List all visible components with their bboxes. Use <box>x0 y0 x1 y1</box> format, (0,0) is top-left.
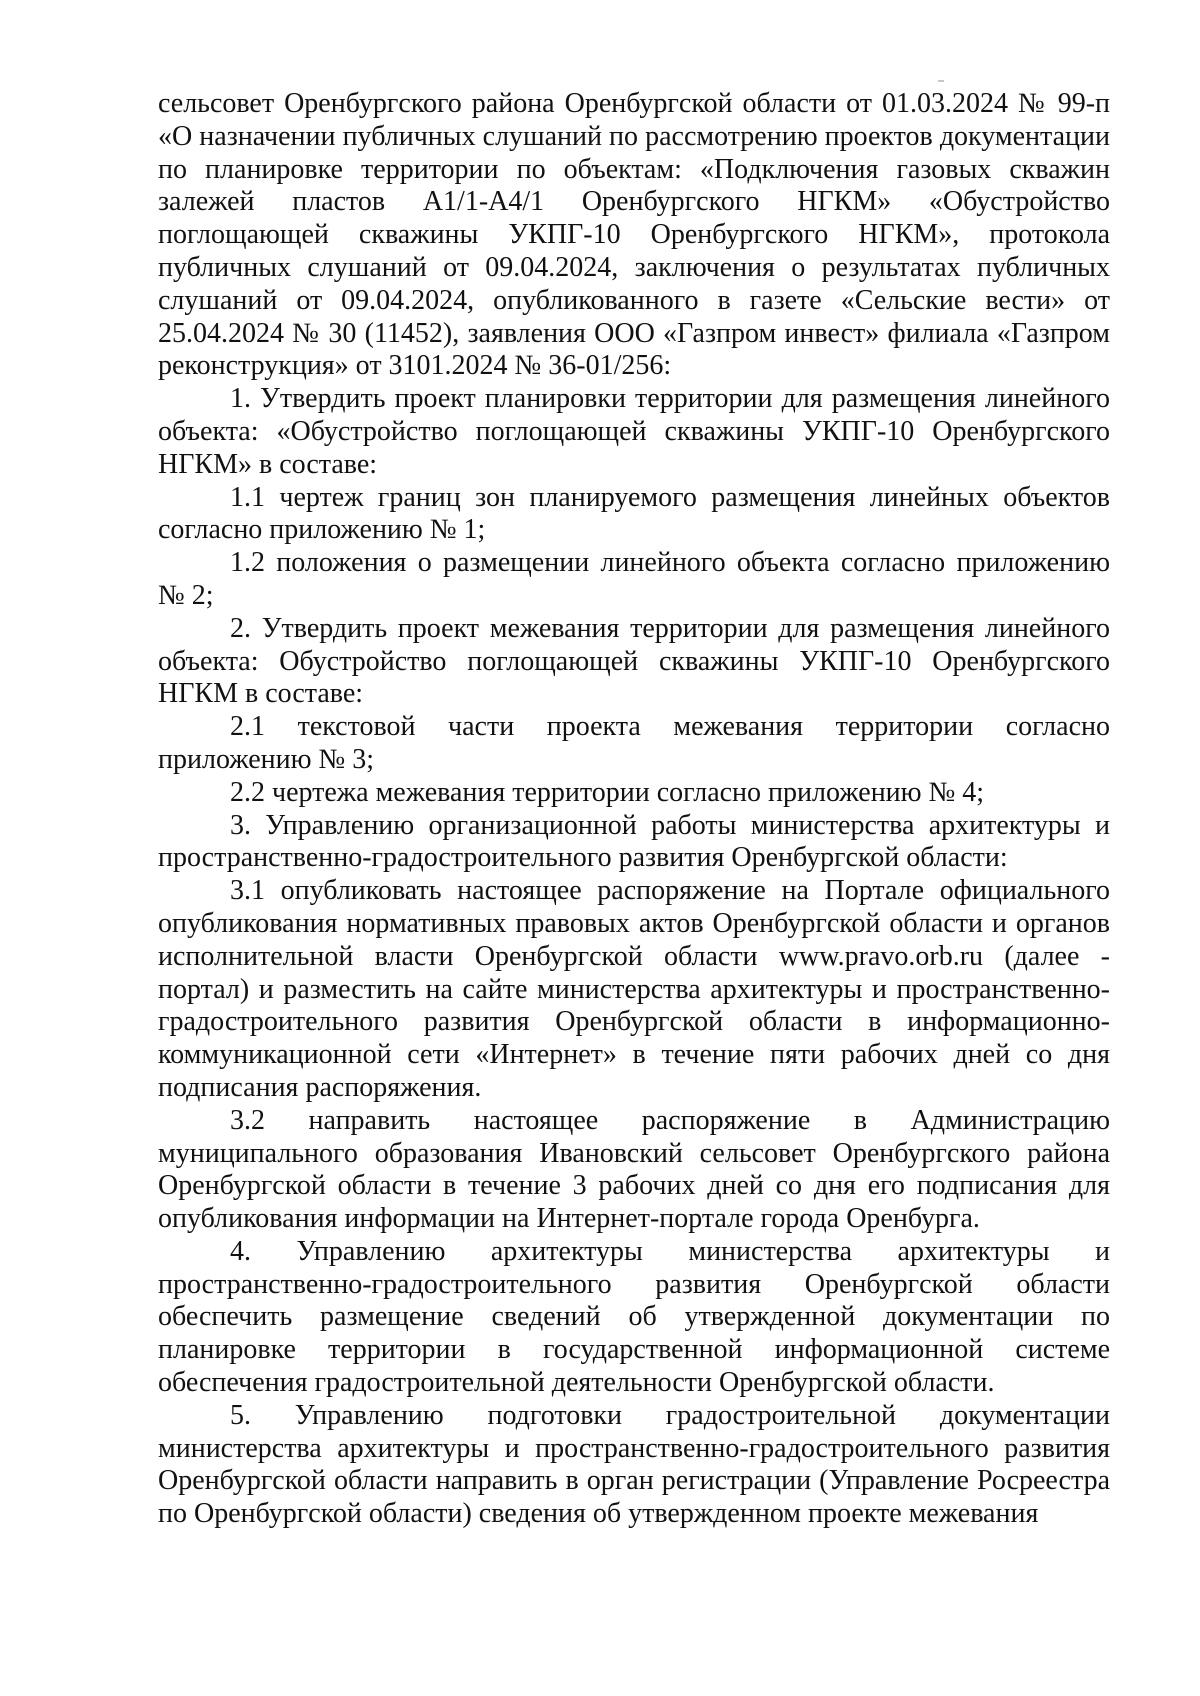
paragraph-item-2-1: 2.1 текстовой части проекта межевания территории согласно приложению № 3; <box>158 711 1110 775</box>
paragraph-item-5: 5. Управлению подготовки градостроительной документации министерства архитектуры и пространственно-градостроительного развития Оренбургской области направить в орган регистрации (Управление Росреестра по Оренбургской области) сведения об утвержденном проекте межевания <box>158 1399 1110 1530</box>
paragraph-item-1-2: 1.2 положения о размещении линейного объекта согласно приложению № 2; <box>158 547 1110 611</box>
paragraph-item-3-2: 3.2 направить настоящее распоряжение в Администрацию муниципального образования Ивановский сельсовет Оренбургского района Оренбургской области в течение 3 рабочих дней со дня его подписания для опубликования информации на Интернет-портале города Оренбурга. <box>158 1104 1110 1235</box>
paragraph-item-1-1: 1.1 чертеж границ зон планируемого размещения линейных объектов согласно приложению № 1; <box>158 481 1110 546</box>
paragraph-item-2-2: 2.2 чертежа межевания территории согласно приложению № 4; <box>230 776 985 808</box>
paragraph-item-1: 1. Утвердить проект планировки территории для размещения линейного объекта: «Обустройство поглощающей скважины УКПГ-10 Оренбургского НГКМ» в составе: <box>158 383 1110 480</box>
paragraph-item-4: 4. Управлению архитектуры министерства архитектуры и пространственно-градостроительного развития Оренбургской области обеспечить размещение сведений об утвержденной документации по планировке территории в государственной информационной системе обеспечения градостроительной деятельности Оренбургской области. <box>158 1235 1110 1399</box>
paragraph-intro-continuation: сельсовет Оренбургского района Оренбургской области от 01.03.2024 № 99-п «О назначении публичных слушаний по рассмотрению проектов документации по планировке территории по объектам: «Подключения газовых скважин залежей пластов А1/1-А4/1 Оренбургского НГКМ» «Обустройство поглощающей скважины УКПГ-10 Оренбургского НГКМ», протокола публичных слушаний от 09.04.2024, заключения о результатах публичных слушаний от 09.04.2024, опубликованного в газете «Сельские вести» от 25.04.2024 № 30 (11452), заявления ООО «Газпром инвест» филиала «Газпром реконструкция» от 3101.2024 № 36-01/256: <box>158 88 1110 382</box>
paragraph-item-3-1: 3.1 опубликовать настоящее распоряжение на Портале официального опубликования нормативных правовых актов Оренбургской области и органов исполнительной власти Оренбургской области www.pravo.orb.ru (далее - портал) и разместить на сайте министерства архитектуры и пространственно-градостроительного развития Оренбургской области в информационно-коммуникационной сети «Интернет» в течение пяти рабочих дней со дня подписания распоряжения. <box>158 875 1110 1103</box>
scan-artifact <box>938 80 944 82</box>
document-body <box>158 88 1110 1531</box>
paragraph-item-3: 3. Управлению организационной работы министерства архитектуры и пространственно-градостроительного развития Оренбургской области: <box>158 809 1110 874</box>
paragraph-item-2: 2. Утвердить проект межевания территории для размещения линейного объекта: Обустройство поглощающей скважины УКПГ-10 Оренбургского НГКМ в составе: <box>158 612 1110 710</box>
